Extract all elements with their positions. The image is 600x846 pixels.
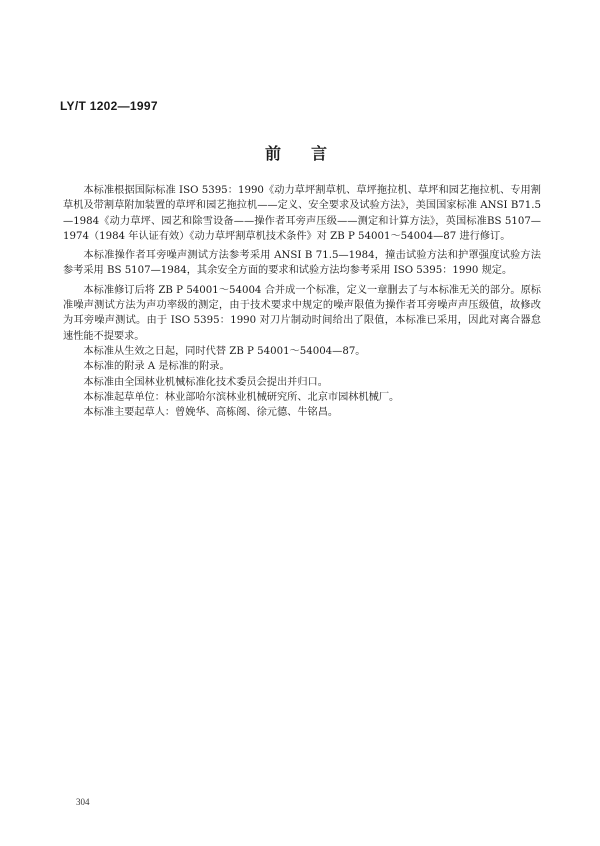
paragraph-basis: 本标准根据国际标准 ISO 5395：1990《动力草坪割草机、草坪拖拉机、草坪和园艺拖拉机、专用割草机及带割草附加装置的草坪和园艺拖拉机——定义、安全要求及试验方法》，美国国家标准 ANSI B71.5—1984《动力草坪、园艺和除雪设备——操作者耳旁声压级——测定和计算方法》，英国标准BS 5107—1974（1984 年认证有效）《动力草坪割草机技术条件》对 ZB P 54001～54004—87 进行修订。 [63, 185, 541, 242]
paragraph-replaces: 本标准从生效之日起，同时代替 ZB P 54001～54004—87。 [83, 345, 366, 357]
paragraph-appendix: 本标准的附录 A 是标准的附录。 [83, 361, 230, 373]
standard-code: LY/T 1202—1997 [60, 99, 158, 113]
paragraph-drafting-units: 本标准起草单位：林业部哈尔滨林业机械研究所、北京市园林机械厂。 [83, 391, 400, 403]
paragraph-drafters: 本标准主要起草人：曾娩华、高栋阁、徐元德、牛铭昌。 [83, 407, 339, 419]
paragraph-reference-methods: 本标准操作者耳旁噪声测试方法参考采用 ANSI B 71.5—1984，撞击试验方法和护罩强度试验方法参考采用 BS 5107—1984，其余安全方面的要求和试验方法均参考采用 ISO 5395：1990 规定。 [63, 250, 541, 277]
page-number: 304 [76, 797, 90, 807]
preface-body [63, 183, 541, 420]
paragraph-revision-changes: 本标准修订后将 ZB P 54001～54004 合并成一个标准，定义一章删去了与本标准无关的部分。原标准噪声测试方法为声功率级的测定，由于技术要求中规定的噪声限值为操作者耳旁噪声声压级值，故修改为耳旁噪声测试。由于 ISO 5395：1990 对刀片制动时间给出了限值，本标准已采用，因此对离合器怠速性能不提要求。 [63, 284, 541, 342]
page-title: 前言 [264, 144, 357, 163]
paragraph-proposed-by: 本标准由全国林业机械标准化技术委员会提出并归口。 [83, 376, 328, 388]
